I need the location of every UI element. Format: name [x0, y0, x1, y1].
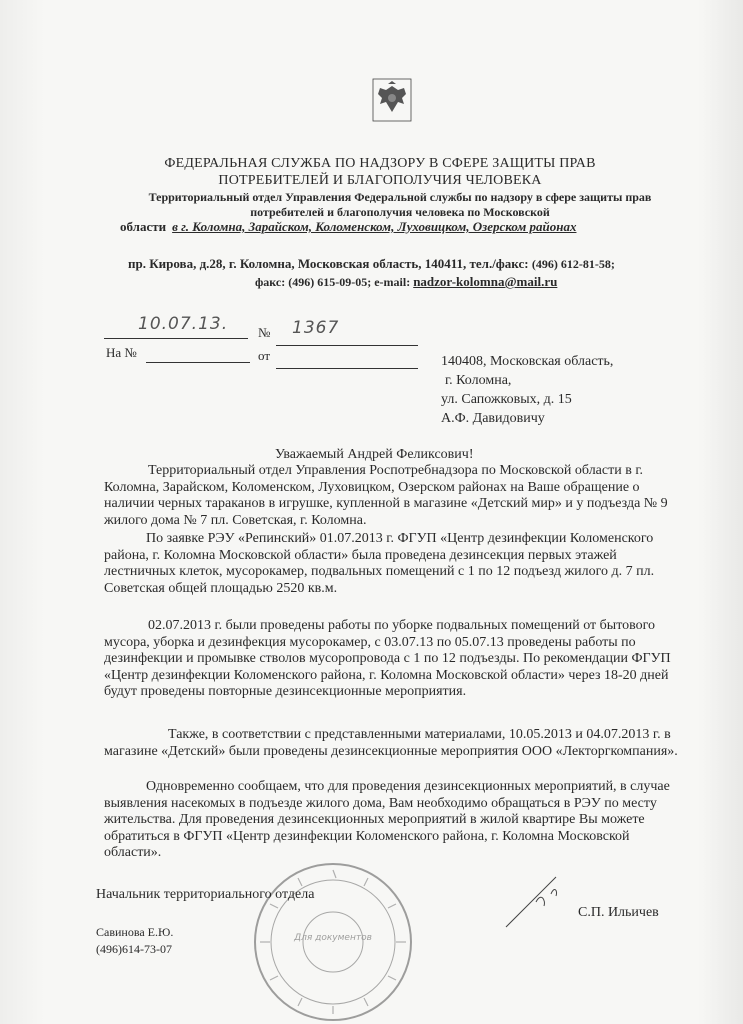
coat-of-arms-emblem [372, 78, 412, 122]
handwritten-date: 10.07.13. [138, 314, 229, 334]
round-stamp [248, 860, 418, 1024]
date-underline [104, 338, 248, 339]
paragraph-5: Одновременно сообщаем, что для проведения дезинсекционных мероприятий, в случае выявления насекомых в подъезде жилого дома, Вам необходимо обращаться в РЭУ по месту жительства. Для проведения дезинсекционных мероприятий в жилой квартире Вы можете обратиться в ФГУП «Центр дезинфекции Коломенского района, г. Коломна Московской области». [104, 779, 670, 860]
number-underline [276, 345, 418, 346]
paragraph-4: Также, в соответствии с представленными материалами, 10.05.2013 и 04.07.2013 г. в магазине «Детский» были проведены дезинсекционные мероприятия ООО «Лекторгкомпания». [104, 727, 678, 759]
organization-name: ФЕДЕРАЛЬНАЯ СЛУЖБА ПО НАДЗОРУ В СФЕРЕ ЗАЩИТЫ ПРАВ ПОТРЕБИТЕЛЕЙ И БЛАГОПОЛУЧИЯ ЧЕЛОВЕКА [164, 156, 596, 188]
on-number-label: На № [106, 345, 137, 360]
signature-mark [496, 872, 576, 932]
chief-title: Начальник территориального отдела [96, 887, 315, 902]
from-label: от [258, 348, 271, 363]
from-underline [276, 368, 418, 369]
salutation: Уважаемый Андрей Феликсович! [275, 447, 474, 462]
recipient-address: 140408, Московская область, г. Коломна, ул. Сапожковых, д. 15 А.Ф. Давидовичу [441, 354, 614, 426]
on-number-underline [146, 362, 250, 363]
paragraph-1: Территориальный отдел Управления Роспотребнадзора по Московской области в г. Коломна, Зарайском, Коломенском, Луховицком, Озерском районах на Ваше обращение о наличии черных тараканов в игрушке, купленной в магазине «Детский мир» и у подъезда № 9 жилого дома № 7 пл. Советская, г. Коломна. [104, 463, 668, 528]
paragraph-2: По заявке РЭУ «Репинский» 01.07.2013 г. ФГУП «Центр дезинфекции Коломенского района, г. Коломна Московской области» была проведена дезинсекция первых этажей лестничных клеток, мусорокамер, подвальных помещений с 1 по 12 подъезд жилого д. 7 пл. Советская общей площадью 2520 кв.м. [104, 531, 655, 596]
number-label: № [258, 325, 271, 340]
handwritten-number: 1367 [292, 318, 340, 338]
department-name: Территориальный отдел Управления Федеральной службы по надзору в сфере защиты прав потребителей и благополучия человека по Московской [148, 190, 652, 219]
paragraph-3: 02.07.2013 г. были проведены работы по уборке подвальных помещений от бытового мусора, уборка и дезинфекция мусорокамер, с 03.07.13 по 05.07.13 проведены работы по дезинфекции и промывке стволов мусоропровода с 1 по 12 подъезды. По рекомендации ФГУП «Центр дезинфекции Коломенского района, г. Коломна Московской области» через 18-20 дней будут проведены повторные дезинсекционные мероприятия. [104, 618, 671, 699]
email-link[interactable]: nadzor-kolomna@mail.ru [413, 274, 558, 289]
executor-info: Савинова Е.Ю. (496)614-73-07 [96, 925, 174, 956]
region-line: области в г. Коломна, Зарайском, Коломенском, Луховицком, Озерском районах [120, 219, 577, 234]
office-address: пр. Кирова, д.28, г. Коломна, Московская область, 140411, тел./факс: (496) 612-81-58; [128, 256, 615, 271]
stamp-center-text: Для документов [294, 933, 372, 943]
signer-name: С.П. Ильичев [578, 905, 659, 920]
contact-line: факс: (496) 615-09-05; e-mail: nadzor-kolomna@mail.ru [255, 274, 558, 289]
